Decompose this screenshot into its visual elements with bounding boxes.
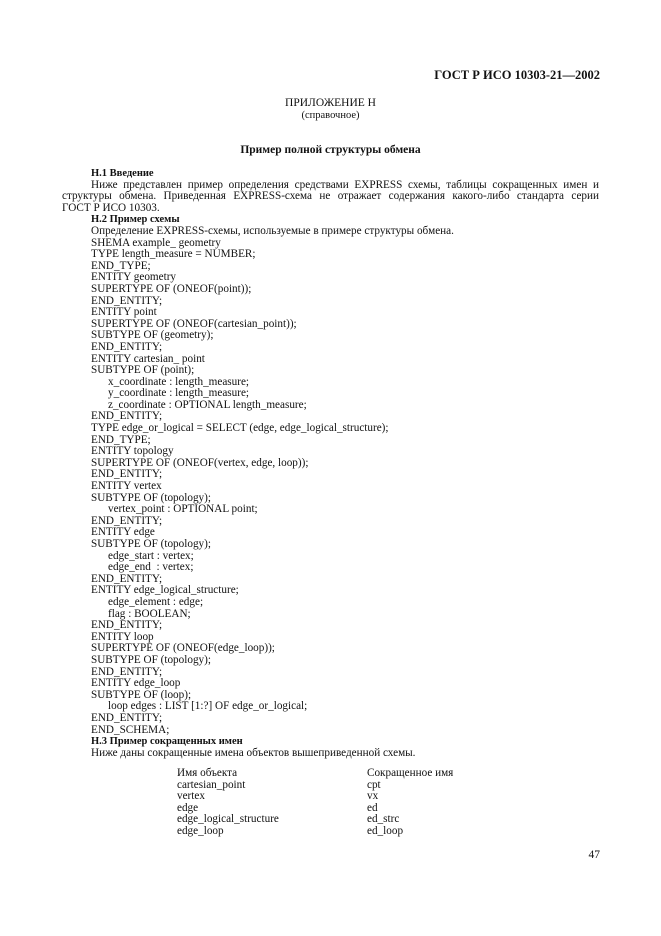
code-line: SUPERTYPE OF (ONEOF(cartesian_point)); <box>91 317 297 330</box>
section-heading-schema-example: Н.2 Пример схемы <box>91 214 180 226</box>
short-name-cell: vx <box>367 790 379 803</box>
short-names-intro: Ниже даны сокращенные имена объектов вышеприведенной схемы. <box>91 746 416 759</box>
code-line: SUBTYPE OF (topology); <box>91 491 211 504</box>
entity-name-cell: cartesian_point <box>177 778 246 791</box>
code-line: END_ENTITY; <box>91 468 163 481</box>
code-line: END_ENTITY; <box>91 410 163 423</box>
short-name-cell: ed <box>367 801 378 814</box>
code-line: ENTITY loop <box>91 630 154 643</box>
code-line: loop edges : LIST [1:?] OF edge_or_logical; <box>108 700 308 713</box>
code-line: ENTITY point <box>91 306 157 319</box>
appendix-title: ПРИЛОЖЕНИЕ Н <box>285 97 376 109</box>
code-line: ENTITY edge_loop <box>91 677 181 690</box>
code-line: edge_start : vertex; <box>108 549 194 562</box>
code-line: TYPE edge_or_logical = SELECT (edge, edge_logical_structure); <box>91 422 389 435</box>
intro-line-1: Ниже представлен пример определения средствами EXPRESS схемы, таблицы сокращенных имен и <box>91 178 599 191</box>
code-line: END_TYPE; <box>91 433 151 446</box>
appendix-subtitle: (справочное) <box>301 110 360 121</box>
code-line: y_coordinate : length_measure; <box>108 387 250 400</box>
section-heading-introduction: Н.1 Введение <box>91 168 154 179</box>
code-line: END_ENTITY; <box>91 572 163 585</box>
intro-line-2: структуры обмена. Приведенная EXPRESS-схема не отражает содержания какого-либо стандарта серии <box>62 190 599 203</box>
code-line: ENTITY edge_logical_structure; <box>91 584 239 597</box>
table-header-row <box>177 768 477 780</box>
code-line: ENTITY cartesian_ point <box>91 352 205 365</box>
code-line: edge_element : edge; <box>108 595 204 608</box>
code-line: SUBTYPE OF (topology); <box>91 653 211 666</box>
entity-name-cell: edge_loop <box>177 824 224 837</box>
column-header-entity-name: Имя объекта <box>177 767 238 779</box>
code-line: SUBTYPE OF (topology); <box>91 538 211 550</box>
code-line: ENTITY edge <box>91 526 155 539</box>
code-line: SUPERTYPE OF (ONEOF(point)); <box>91 282 252 295</box>
table-row <box>177 791 477 803</box>
code-line: END_ENTITY; <box>91 619 163 632</box>
code-line: z_coordinate : OPTIONAL length_measure; <box>108 398 307 411</box>
code-line: END_TYPE; <box>91 259 151 272</box>
code-line: SUBTYPE OF (loop); <box>91 688 192 701</box>
short-name-cell: cpt <box>367 778 381 791</box>
code-line: SUBTYPE OF (point); <box>91 364 195 377</box>
short-name-cell: ed_strc <box>367 813 400 826</box>
short-names-table <box>177 768 477 838</box>
code-line: SUBTYPE OF (geometry); <box>91 329 214 342</box>
code-line: END_ENTITY; <box>91 514 163 527</box>
appendix-heading <box>0 97 661 122</box>
page-number: 47 <box>588 849 600 861</box>
code-line: SUPERTYPE OF (ONEOF(vertex, edge, loop)); <box>91 456 309 469</box>
table-row <box>177 780 477 792</box>
entity-name-cell: edge_logical_structure <box>177 813 279 826</box>
code-line: flag : BOOLEAN; <box>108 607 191 620</box>
document-title: Пример полной структуры обмена <box>240 144 421 156</box>
column-header-short-name: Сокращенное имя <box>367 767 454 779</box>
short-name-cell: ed_loop <box>367 824 404 837</box>
code-line: ENTITY geometry <box>91 271 177 284</box>
entity-name-cell: edge <box>177 801 199 814</box>
code-line: edge_end : vertex; <box>108 561 194 574</box>
table-row <box>177 826 477 838</box>
code-line: END_ENTITY; <box>91 665 163 678</box>
code-line: vertex_point : OPTIONAL point; <box>108 503 258 516</box>
code-line: SHEMA example_ geometry <box>91 236 221 249</box>
code-line: END_ENTITY; <box>91 711 163 724</box>
code-line: x_coordinate : length_measure; <box>108 375 250 388</box>
document-body <box>62 168 599 759</box>
schema-code <box>91 238 599 737</box>
code-line: ENTITY topology <box>91 445 174 458</box>
section-heading-short-names: Н.3 Пример сокращенных имен <box>91 736 243 748</box>
entity-name-cell: vertex <box>177 790 205 803</box>
code-line: END_SCHEMA; <box>91 723 170 736</box>
code-line: ENTITY vertex <box>91 480 162 493</box>
code-line: SUPERTYPE OF (ONEOF(edge_loop)); <box>91 642 275 655</box>
code-line: END_ENTITY; <box>91 340 163 353</box>
standard-code: ГОСТ Р ИСО 10303-21—2002 <box>434 68 600 82</box>
schema-intro: Определение EXPRESS-схемы, используемые в примере структуры обмена. <box>91 224 454 237</box>
code-line: END_ENTITY; <box>91 294 163 307</box>
code-line: TYPE length_measure = NUMBER; <box>91 248 256 261</box>
intro-line-3: ГОСТ Р ИСО 10303. <box>62 201 160 214</box>
